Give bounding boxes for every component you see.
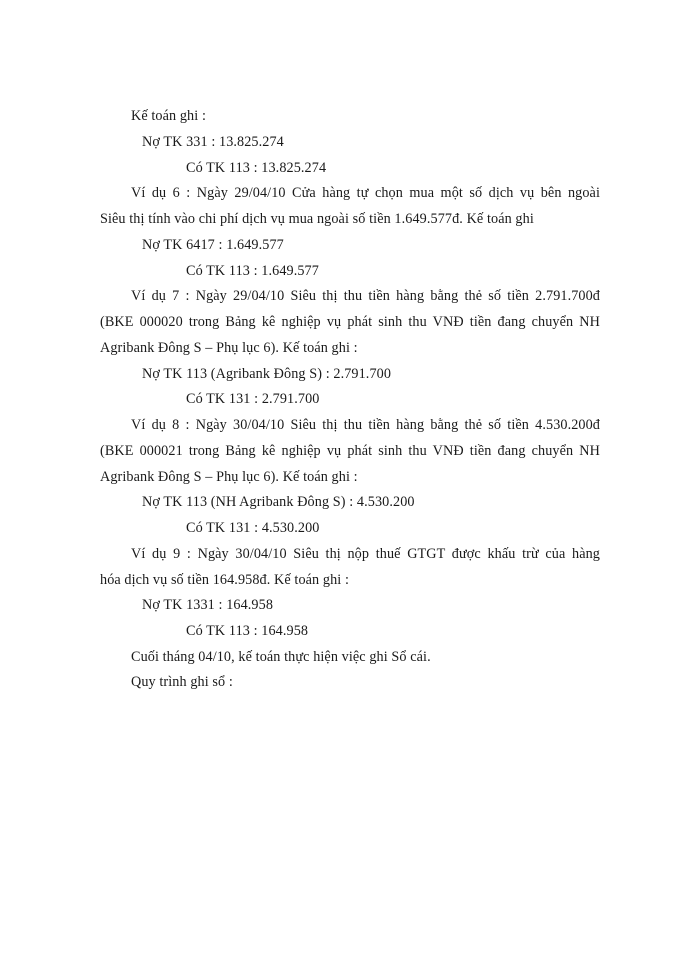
credit-entry: Có TK 131 : 2.791.700 <box>186 391 320 407</box>
credit-entry: Có TK 113 : 1.649.577 <box>186 263 319 279</box>
text-line: Cuối tháng 04/10, kế toán thực hiện việc ghi Sổ cái. <box>131 649 431 665</box>
text-line: (BKE 000020 trong Bảng kê nghiệp vụ phát sinh thu VNĐ tiền đang chuyển NH <box>100 314 600 330</box>
text-line: Agribank Đông S – Phụ lục 6). Kế toán ghi : <box>100 340 358 356</box>
credit-entry: Có TK 113 : 164.958 <box>186 623 309 639</box>
text-line: Agribank Đông S – Phụ lục 6). Kế toán ghi : <box>100 469 358 485</box>
debit-entry: Nợ TK 113 (Agribank Đông S) : 2.791.700 <box>142 366 392 382</box>
text-line: Quy trình ghi sổ : <box>131 674 233 690</box>
example-heading: Ví dụ 9 : Ngày 30/04/10 Siêu thị nộp thuế GTGT được khấu trừ của hàng <box>131 546 600 562</box>
text-line: Siêu thị tính vào chi phí dịch vụ mua ngoài số tiền 1.649.577đ. Kế toán ghi <box>100 211 534 227</box>
credit-entry: Có TK 113 : 13.825.274 <box>186 160 327 176</box>
example-heading: Ví dụ 6 : Ngày 29/04/10 Cửa hàng tự chọn mua một số dịch vụ bên ngoài <box>131 185 600 201</box>
debit-entry: Nợ TK 331 : 13.825.274 <box>142 134 284 150</box>
text-line: Kế toán ghi : <box>131 108 206 124</box>
text-line: (BKE 000021 trong Bảng kê nghiệp vụ phát sinh thu VNĐ tiền đang chuyển NH <box>100 443 600 459</box>
debit-entry: Nợ TK 1331 : 164.958 <box>142 597 274 613</box>
debit-entry: Nợ TK 113 (NH Agribank Đông S) : 4.530.200 <box>142 494 415 510</box>
example-heading: Ví dụ 8 : Ngày 30/04/10 Siêu thị thu tiền hàng bằng thẻ số tiền 4.530.200đ <box>131 417 600 433</box>
example-heading: Ví dụ 7 : Ngày 29/04/10 Siêu thị thu tiền hàng bằng thẻ số tiền 2.791.700đ <box>131 288 600 304</box>
debit-entry: Nợ TK 6417 : 1.649.577 <box>142 237 284 253</box>
credit-entry: Có TK 131 : 4.530.200 <box>186 520 320 536</box>
text-line: hóa dịch vụ số tiền 164.958đ. Kế toán ghi : <box>100 572 349 588</box>
